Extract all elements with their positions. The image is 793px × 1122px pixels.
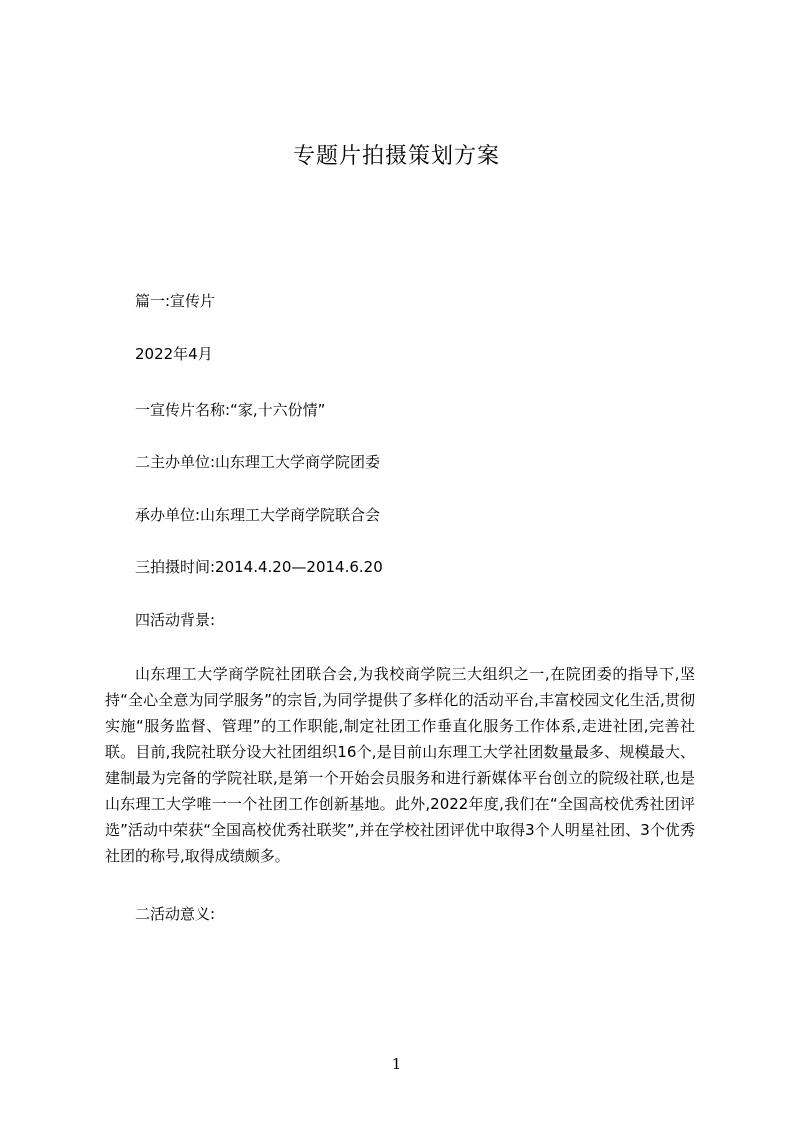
co-organizer-line: 承办单位:山东理工大学商学院联合会 <box>135 506 381 524</box>
film-name-line: 一宣传片名称:“家,十六份情” <box>135 401 326 419</box>
document-date: 2022年4月 <box>135 345 213 363</box>
page-number: 1 <box>391 1055 402 1073</box>
section-heading-promo-film: 篇一:宣传片 <box>135 292 216 310</box>
document-title: 专题片拍摄策划方案 <box>292 144 500 169</box>
significance-heading: 二活动意义: <box>135 905 216 923</box>
shooting-time-line: 三拍摄时间:2014.4.20—2014.6.20 <box>135 558 383 576</box>
background-paragraph: 山东理工大学商学院社团联合会,为我校商学院三大组织之一,在院团委的指导下,坚持“全心全意为同学服务”的宗旨,为同学提供了多样化的活动平台,丰富校园文化生活,贯彻实施“服务监督、管理”的工作职能,制定社团工作垂直化服务工作体系,走进社团,完善社联。目前,我院社联分设大社团组织16个,是目前山东理工大学社团数量最多、规模最大、建制最为完备的学院社联,是第一个开始会员服务和进行新媒体平台创立的院级社联,也是山东理工大学唯一一个社团工作创新基地。此外,2022年度,我们在“全国高校优秀社团评选”活动中荣获“全国高校优秀社联奖”,并在学校社团评优中取得3个人明星社团、3个优秀社团的称号,取得成绩颇多。 <box>105 665 695 865</box>
background-heading: 四活动背景: <box>135 611 216 629</box>
organizer-line: 二主办单位:山东理工大学商学院团委 <box>135 453 381 471</box>
